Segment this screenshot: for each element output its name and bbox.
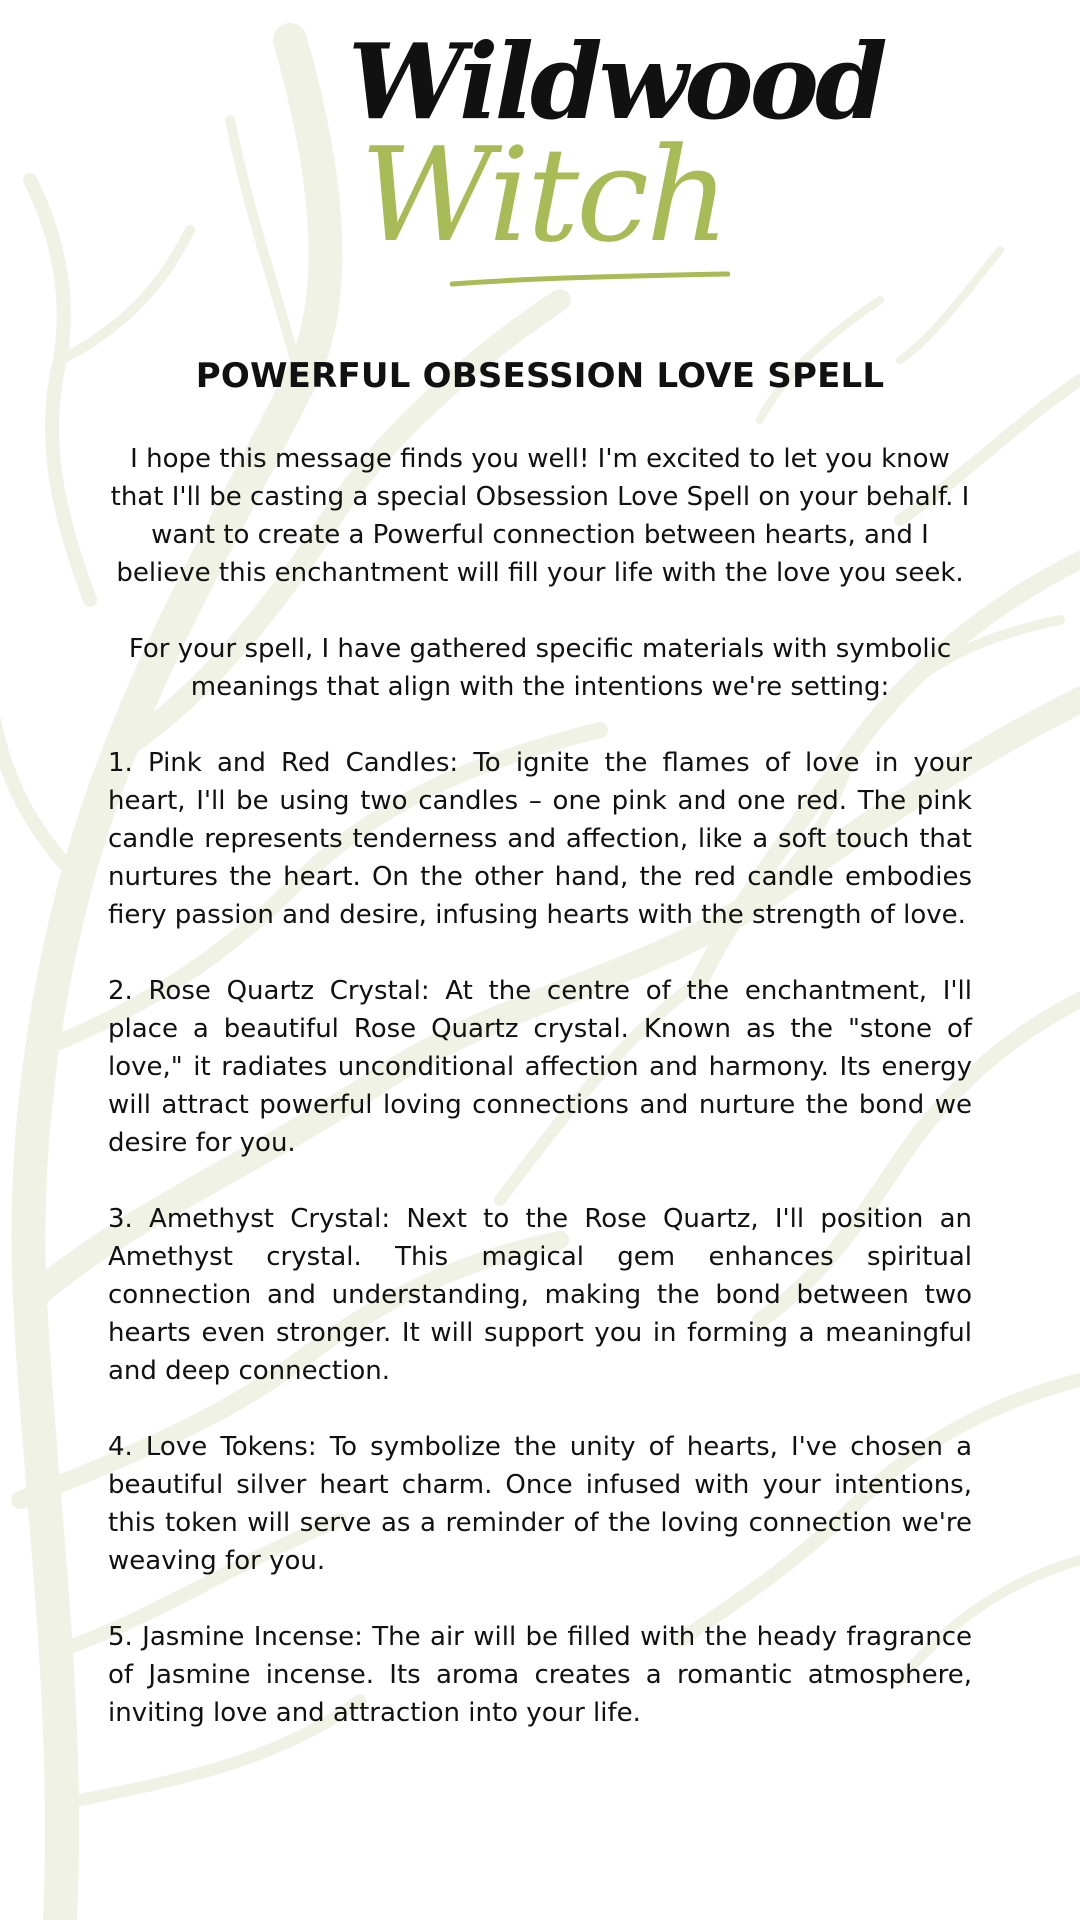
wildwood-witch-logo xyxy=(340,20,884,290)
logo-wordmark-witch: Witch xyxy=(360,119,727,271)
material-item-amethyst: 3. Amethyst Crystal: Next to the Rose Quartz, I'll position an Amethyst crystal. This magical gem enhances spiritual connection and understanding, making the bond between two hearts even stronger. It will support you in forming a meaningful and deep connection. xyxy=(108,1204,972,1386)
material-item-love-tokens: 4. Love Tokens: To symbolize the unity of hearts, I've chosen a beautiful silver heart charm. Once infused with your intentions, this token will serve as a reminder of the loving connection we're weaving for you. xyxy=(108,1432,972,1576)
logo-wordmark-wildwood: Wildwood xyxy=(348,20,884,143)
material-item-jasmine-incense: 5. Jasmine Incense: The air will be filled with the heady fragrance of Jasmine incense. Its aroma creates a romantic atmosphere, inviting love and attraction into your life. xyxy=(108,1622,972,1728)
material-item-rose-quartz: 2. Rose Quartz Crystal: At the centre of the enchantment, I'll place a beautiful Rose Quartz crystal. Known as the "stone of love," it radiates unconditional affection and harmony. Its energy will attract powerful loving connections and nurture the bond we desire for you. xyxy=(108,976,972,1158)
page-title: POWERFUL OBSESSION LOVE SPELL xyxy=(195,356,885,396)
intro-paragraph: I hope this message finds you well! I'm excited to let you know that I'll be casting a special Obsession Love Spell on your behalf. I want to create a Powerful connection between hearts, and I believe this enchantment will fill your life with the love you seek. xyxy=(110,444,970,588)
materials-intro-paragraph: For your spell, I have gathered specific materials with symbolic meanings that align with the intentions we're setting: xyxy=(128,634,952,702)
material-item-candles: 1. Pink and Red Candles: To ignite the flames of love in your heart, I'll be using two candles – one pink and one red. The pink candle represents tenderness and affection, like a soft touch that nurtures the heart. On the other hand, the red candle embodies fiery passion and desire, infusing hearts with the strength of love. xyxy=(108,748,972,930)
letter-body xyxy=(108,440,972,1770)
logo-swash-underline xyxy=(450,270,730,290)
